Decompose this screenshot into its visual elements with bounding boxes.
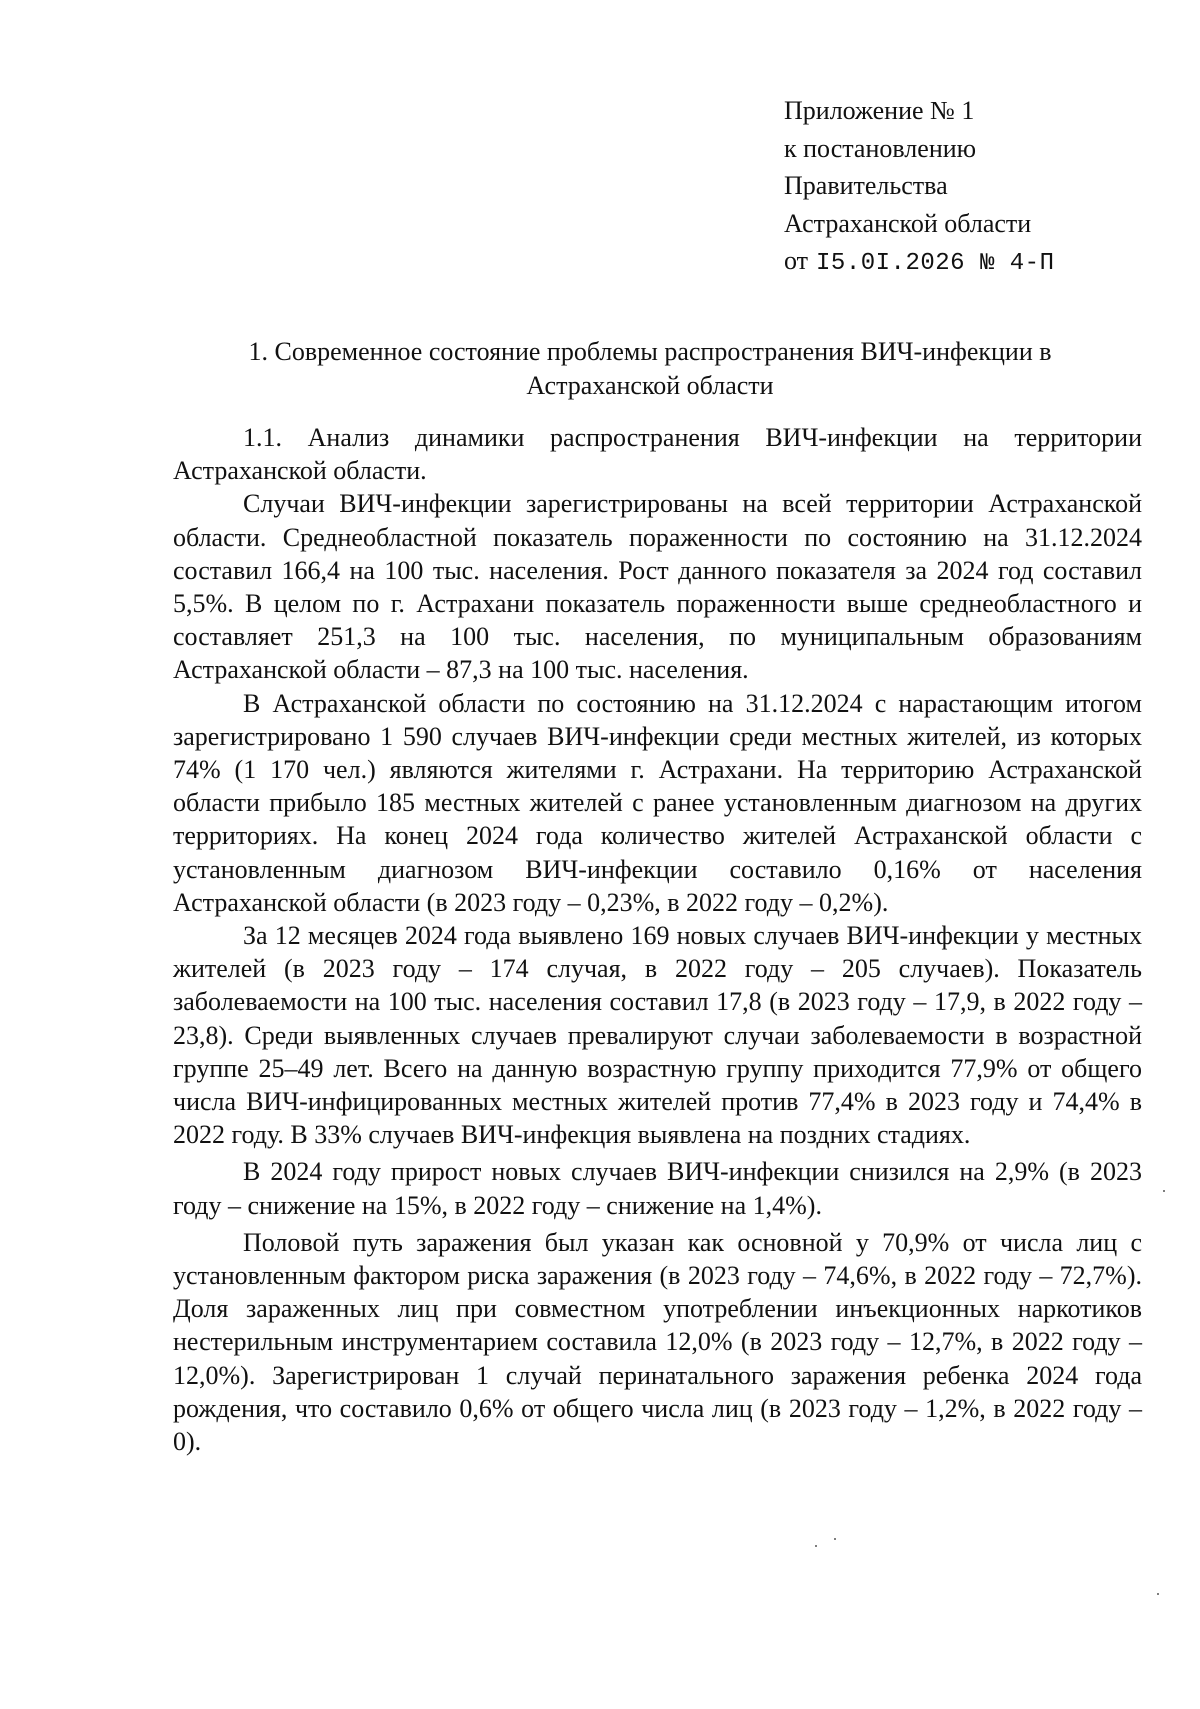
scan-speck — [1163, 1190, 1165, 1192]
paragraph: В 2024 году прирост новых случаев ВИЧ-инфекции снизился на 2,9% (в 2023 году – снижение на 15%, в 2022 году – снижение на 1,4%). — [173, 1157, 1142, 1220]
body-text — [173, 421, 1142, 1458]
scan-speck — [834, 1538, 836, 1540]
paragraph: В Астраханской области по состоянию на 31.12.2024 с нарастающим итогом зарегистрировано 1 590 случаев ВИЧ-инфекции среди местных жителей, из которых 74% (1 170 чел.) являются жителями г. Астрахани. На территорию Астраханской области прибыло 185 местных жителей с ранее установленным диагнозом на других территориях. На конец 2024 года количество жителей Астраханской области с установленным диагнозом ВИЧ-инфекции составило 0,16% от населения Астраханской области (в 2023 году – 0,23%, в 2022 году – 0,2%). — [173, 688, 1142, 917]
appendix-line: Астраханской области — [784, 208, 1032, 238]
appendix-line: Приложение № 1 — [784, 96, 975, 125]
paragraph-subsection-heading: 1.1. Анализ динамики распространения ВИЧ-инфекции на территории Астраханской области. — [173, 423, 1142, 486]
appendix-line: к постановлению — [784, 133, 977, 163]
appendix-date-prefix: от — [784, 246, 809, 275]
paragraph: За 12 месяцев 2024 года выявлено 169 новых случаев ВИЧ-инфекции у местных жителей (в 2023 году – 174 случая, в 2022 году – 205 случаев). Показатель заболеваемости на 100 тыс. населения составил 17,8 (в 2023 году – 17,9, в 2022 году – 23,8). Среди выявленных случаев превалируют случаи заболеваемости в возрастной группе 25–49 лет. Всего на данную возрастную группу приходится 77,9% от общего числа ВИЧ-инфицированных местных жителей против 77,4% в 2023 году и 74,4% в 2022 году. В 33% случаев ВИЧ-инфекция выявлена на поздних стадиях. — [173, 921, 1142, 1150]
appendix-block — [784, 92, 1054, 283]
appendix-date-value: I5.0I.2026 № 4-П — [816, 250, 1055, 277]
appendix-line: Правительства — [784, 171, 948, 200]
scan-speck — [815, 1545, 817, 1547]
appendix-date-line — [784, 242, 1054, 283]
scan-speck — [1157, 1593, 1159, 1595]
paragraph: Случаи ВИЧ-инфекции зарегистрированы на всей территории Астраханской области. Среднеобластной показатель пораженности по состоянию на 31.12.2024 составил 166,4 на 100 тыс. населения. Рост данного показателя за 2024 год составил 5,5%. В целом по г. Астрахани показатель пораженности выше среднеобластного и составляет 251,3 на 100 тыс. населения, по муниципальным образованиям Астраханской области – 87,3 на 100 тыс. населения. — [173, 489, 1142, 685]
section-title: 1. Современное состояние проблемы распространения ВИЧ-инфекции в Астраханской области — [248, 337, 1052, 400]
paragraph: Половой путь заражения был указан как основной у 70,9% от числа лиц с установленным фактором риска заражения (в 2023 году – 74,6%, в 2022 году – 72,7%). Доля зараженных лиц при совместном употреблении инъекционных наркотиков нестерильным инструментарием составила 12,0% (в 2023 году – 12,7%, в 2022 году – 12,0%). Зарегистрирован 1 случай перинатального заражения ребенка 2024 года рождения, что составило 0,6% от общего числа лиц (в 2023 году – 1,2%, в 2022 году – 0). — [173, 1227, 1142, 1457]
